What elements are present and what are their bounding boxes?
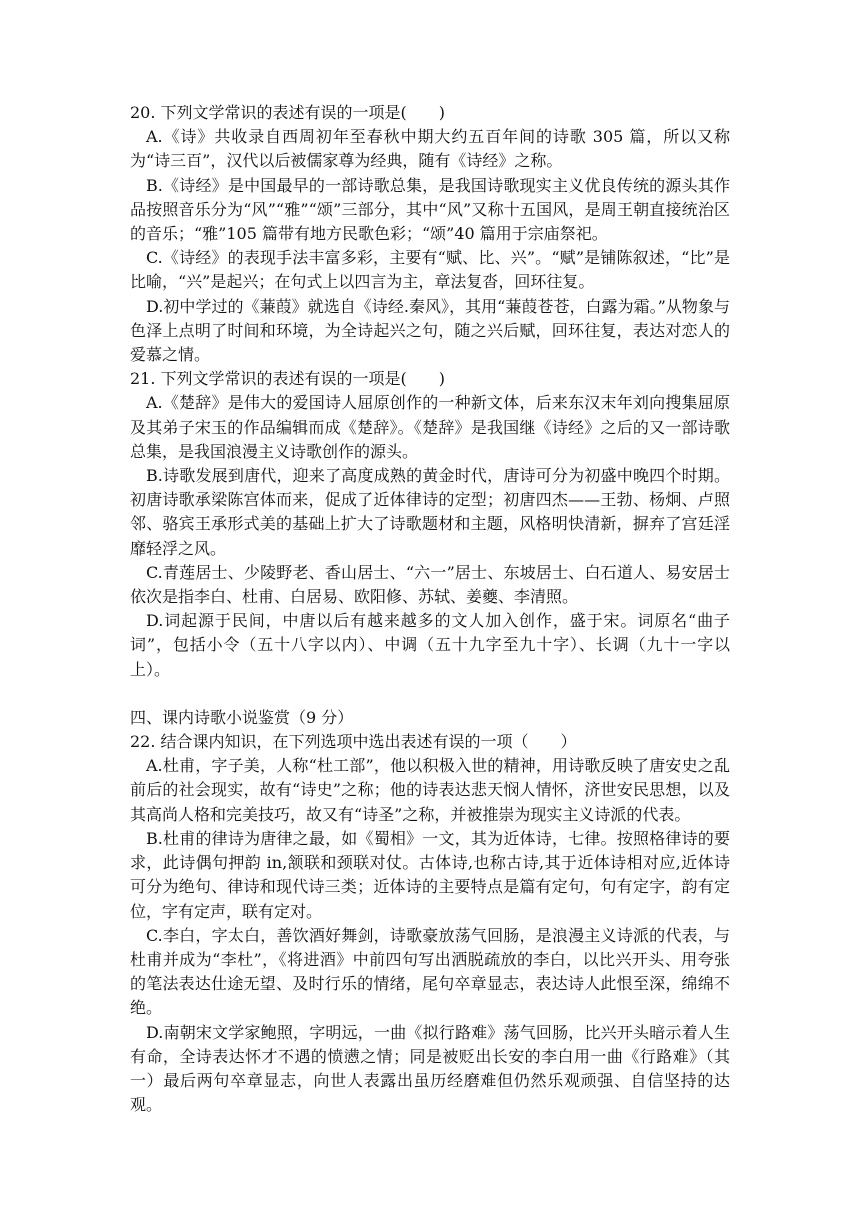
section-spacer — [130, 682, 730, 706]
question-20-title: 20. 下列文学常识的表述有误的一项是( ) — [130, 103, 446, 122]
question-21-option-c: C.青莲居士、少陵野老、香山居士、“六一”居士、东坡居士、白石道人、易安居士依次是指李白、杜甫、白居易、欧阳修、苏轼、姜夔、李清照。 — [130, 562, 730, 607]
question-20-option-c: C.《诗经》的表现手法丰富多彩，主要有“赋、比、兴”。“赋”是铺陈叙述，“比”是比喻，“兴”是起兴；在句式上以四言为主，章法复沓，回环往复。 — [130, 248, 730, 292]
question-20-option-a: A.《诗》共收录自西周初年至春秋中期大约五百年间的诗歌 305 篇，所以又称为“诗三百”，汉代以后被儒家尊为经典，随有《诗经》之称。 — [130, 127, 730, 171]
question-20-option-d: D.初中学过的《蒹葭》就选自《诗经.秦风》，其用“蒹葭苍苍，白露为霜。”从物象与色泽上点明了时间和环境，为全诗起兴之句，随之兴后赋，回环往复，表达对恋人的爱慕之情。 — [130, 296, 730, 365]
question-20-option-b: B.《诗经》是中国最早的一部诗歌总集，是我国诗歌现实主义优良传统的源头其作品按照音乐分为“风”“雅”“颂”三部分，其中“风”又称十五国风，是周王朝直接统治区的音乐；“雅”105 篇带有地方民歌色彩；“颂”40 篇用于宗庙祭祀。 — [130, 175, 730, 244]
question-21-option-a: A.《楚辞》是伟大的爱国诗人屈原创作的一种新文体，后来东汉末年刘向搜集屈原及其弟子宋玉的作品编辑而成《楚辞》。《楚辞》是我国继《诗经》之后的又一部诗歌总集，是我国浪漫主义诗歌创作的源头。 — [130, 393, 730, 461]
question-21-option-d: D.词起源于民间，中唐以后有越来越多的文人加入创作，盛于宋。词原名“曲子词”，包括小令（五十八字以内）、中调（五十九字至九十字）、长调（九十一字以上）。 — [130, 611, 730, 679]
question-22-option-d: D.南朝宋文学家鲍照，字明远，一曲《拟行路难》荡气回肠，比兴开头暗示着人生有命，全诗表达怀才不遇的愤懑之情；同是被贬出长安的李白用一曲《行路难》（其一）最后两句卒章显志，向世人表露出虽历经磨难但仍然乐观顽强、自信坚持的达观。 — [130, 1022, 730, 1115]
question-22-option-c: C.李白，字太白，善饮酒好舞剑，诗歌豪放荡气回肠，是浪漫主义诗派的代表，与杜甫并成为“李杜”，《将进酒》中前四句写出洒脱疏放的李白，以比兴开头、用夸张的笔法表达仕途无望、及时行乐的情绪，尾句卒章显志，表达诗人此恨至深，绵绵不绝。 — [130, 925, 730, 1018]
section-title: 四、课内诗歌小说鉴赏（9 分） — [130, 707, 354, 727]
document-page — [130, 101, 730, 1117]
question-21-option-b: B.诗歌发展到唐代，迎来了高度成熟的黄金时代，唐诗可分为初盛中晚四个时期。初唐诗歌承梁陈宫体而来，促成了近体律诗的定型；初唐四杰——王勃、杨炯、卢照邻、骆宾王承形式美的基础上扩大了诗歌题材和主题，风格明快清新，摒弃了宫廷淫靡轻浮之风。 — [130, 466, 730, 558]
question-22-option-a: A.杜甫，字子美，人称“杜工部”，他以积极入世的精神，用诗歌反映了唐安史之乱前后的社会现实，故有“诗史”之称；他的诗表达悲天悯人情怀，济世安民思想，以及其高尚人格和完美技巧，故又有“诗圣”之称，并被推崇为现实主义诗派的代表。 — [130, 756, 730, 824]
question-22-option-b: B.杜甫的律诗为唐律之最，如《蜀相》一文，其为近体诗，七律。按照格律诗的要求，此诗偶句押韵 in,颔联和颈联对仗。古体诗,也称古诗,其于近体诗相对应,近体诗可分为绝句、律诗和现代诗三类；近体诗的主要特点是篇有定句，句有定字，韵有定位，字有定声，联有定对。 — [130, 828, 730, 921]
question-22-title: 22. 结合课内知识，在下列选项中选出表述有误的一项（ ） — [130, 732, 577, 752]
question-21-title: 21. 下列文学常识的表述有误的一项是( ) — [130, 369, 446, 389]
